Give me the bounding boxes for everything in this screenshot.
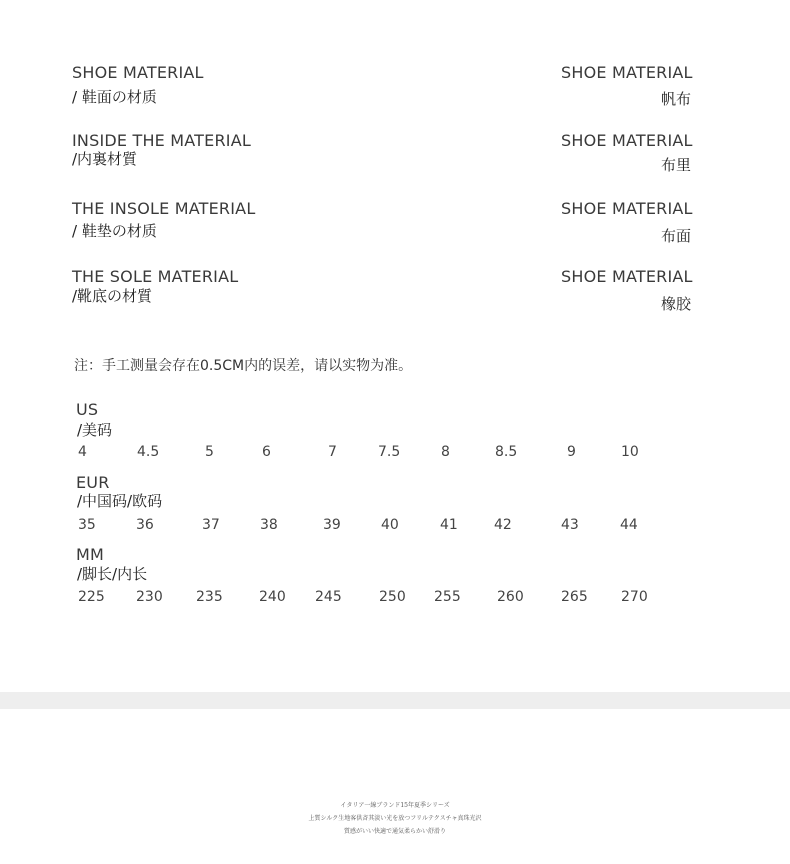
size-value: 7 (328, 444, 337, 460)
material-label-cn: /靴底の材質 (72, 287, 153, 305)
material-value-cn: 布里 (661, 156, 692, 174)
size-value: 7.5 (378, 444, 401, 460)
footer-line: 上質シルク生地客供斉其淡い光を放つフリルテクスチャ真珠光沢 (308, 815, 482, 822)
material-value-cn: 布面 (661, 227, 692, 245)
material-label-en: THE SOLE MATERIAL (72, 267, 239, 286)
size-value: 5 (205, 444, 214, 460)
size-value: 8 (441, 444, 450, 460)
size-value: 260 (497, 589, 524, 605)
material-value-cn: 帆布 (661, 90, 692, 108)
size-value: 4.5 (137, 444, 160, 460)
size-value: 6 (262, 444, 271, 460)
size-value: 255 (434, 589, 461, 605)
size-value: 36 (136, 517, 154, 533)
size-value: 250 (379, 589, 406, 605)
size-value: 43 (561, 517, 579, 533)
size-title: US (76, 400, 99, 419)
size-value: 8.5 (495, 444, 518, 460)
size-value: 42 (494, 517, 512, 533)
size-title: MM (76, 545, 105, 564)
size-subtitle: /脚长/内长 (77, 565, 148, 583)
size-value: 270 (621, 589, 648, 605)
material-label-en: INSIDE THE MATERIAL (72, 131, 251, 150)
size-value: 265 (561, 589, 588, 605)
material-value-cn: 橡胶 (661, 295, 692, 313)
size-value: 41 (440, 517, 458, 533)
size-value: 225 (78, 589, 105, 605)
size-subtitle: /美码 (77, 421, 113, 439)
size-value: 40 (381, 517, 399, 533)
material-value-en: SHOE MATERIAL (561, 267, 693, 286)
size-value: 35 (78, 517, 96, 533)
material-value-en: SHOE MATERIAL (561, 131, 693, 150)
size-value: 10 (621, 444, 639, 460)
footer-line: 質感がいい快適で通気柔らかい舒滑り (343, 828, 446, 835)
size-value: 245 (315, 589, 342, 605)
size-value: 230 (136, 589, 163, 605)
size-value: 240 (259, 589, 286, 605)
size-value: 235 (196, 589, 223, 605)
size-value: 44 (620, 517, 638, 533)
measurement-note: 注：手工测量会存在0.5CM内的误差，请以实物为准。 (74, 358, 413, 374)
footer-line: イタリア一線ブランド15年夏季シリーズ (340, 802, 450, 809)
size-title: EUR (76, 473, 110, 492)
material-label-cn: / 鞋垫の材质 (72, 222, 157, 240)
material-label-cn: / 鞋面の材质 (72, 88, 157, 106)
material-label-cn: /内裏材質 (72, 150, 138, 168)
size-value: 9 (567, 444, 576, 460)
size-subtitle: /中国码/欧码 (77, 492, 163, 510)
size-value: 38 (260, 517, 278, 533)
material-label-en: THE INSOLE MATERIAL (72, 199, 256, 218)
material-value-en: SHOE MATERIAL (561, 199, 693, 218)
material-label-en: SHOE MATERIAL (72, 63, 204, 82)
size-value: 39 (323, 517, 341, 533)
size-value: 4 (78, 444, 87, 460)
divider-band (0, 692, 790, 709)
size-value: 37 (202, 517, 220, 533)
material-value-en: SHOE MATERIAL (561, 63, 693, 82)
